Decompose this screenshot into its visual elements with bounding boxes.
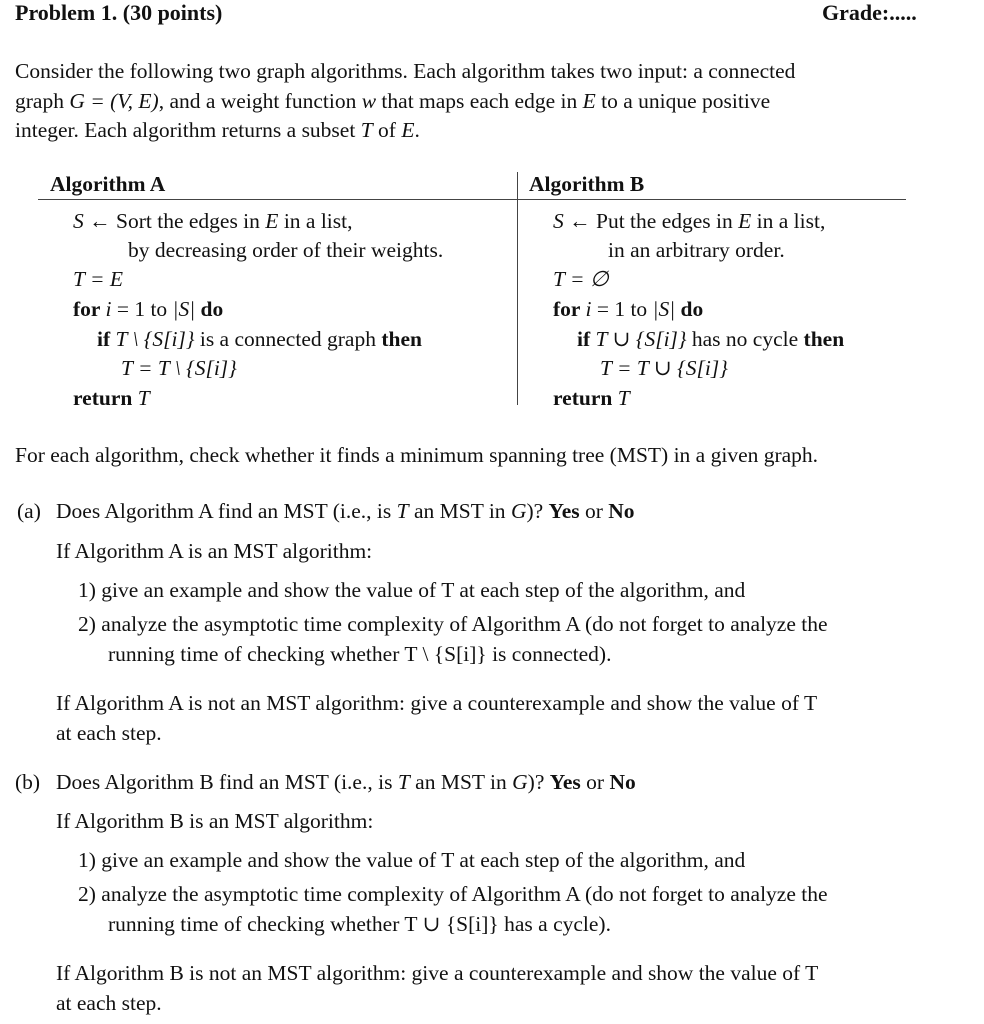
intro-line-3: integer. Each algorithm returns a subset T of E. bbox=[15, 118, 420, 142]
algorithm-a-line-2: by decreasing order of their weights. bbox=[128, 238, 444, 262]
algorithm-b-line-2: in an arbitrary order. bbox=[608, 238, 785, 262]
algorithm-b-line-5: if T ∪ {S[i]} has no cycle then bbox=[577, 327, 845, 351]
part-a-if-not-2: at each step. bbox=[56, 721, 162, 745]
algorithm-b-line-4: for i = 1 to |S| do bbox=[553, 297, 704, 321]
algorithm-a-title: Algorithm A bbox=[50, 172, 166, 196]
part-a-item-1: 1) give an example and show the value of T at each step of the algorithm, and bbox=[78, 578, 746, 602]
algorithm-a-line-5: if T \ {S[i]} is a connected graph then bbox=[97, 327, 422, 351]
part-a-if-not-1: If Algorithm A is not an MST algorithm: give a counterexample and show the value of T bbox=[56, 691, 818, 715]
intro-line-2: graph G = (V, E), and a weight function w that maps each edge in E to a unique positive bbox=[15, 89, 771, 113]
algorithm-a-line-1: S ← Sort the edges in E in a list, bbox=[73, 209, 353, 233]
part-a-if-is: If Algorithm A is an MST algorithm: bbox=[56, 539, 373, 563]
intro-line-1: Consider the following two graph algorithms. Each algorithm takes two input: a connected bbox=[15, 59, 796, 83]
part-b-item-2a: 2) analyze the asymptotic time complexity of Algorithm A (do not forget to analyze the bbox=[78, 882, 828, 906]
algorithm-a-line-6: T = T \ {S[i]} bbox=[121, 356, 237, 380]
algorithm-a-line-4: for i = 1 to |S| do bbox=[73, 297, 224, 321]
part-b-label: (b) bbox=[15, 770, 41, 794]
part-b-item-1: 1) give an example and show the value of T at each step of the algorithm, and bbox=[78, 848, 746, 872]
part-a-item-2a: 2) analyze the asymptotic time complexity of Algorithm A (do not forget to analyze the bbox=[78, 612, 828, 636]
part-b-if-not-2: at each step. bbox=[56, 991, 162, 1015]
algorithm-b-line-3: T = ∅ bbox=[553, 267, 609, 291]
part-a-question: Does Algorithm A find an MST (i.e., is T an MST in G)? Yes or No bbox=[56, 499, 635, 523]
algorithm-b-line-7: return T bbox=[553, 386, 630, 410]
algorithm-b-title: Algorithm B bbox=[529, 172, 645, 196]
algorithm-a-line-3: T = E bbox=[73, 267, 123, 291]
part-b-if-not-1: If Algorithm B is not an MST algorithm: give a counterexample and show the value of T bbox=[56, 961, 819, 985]
part-a-item-2b: running time of checking whether T \ {S[i]} is connected). bbox=[108, 642, 612, 666]
table-header-rule bbox=[38, 199, 906, 200]
part-b-if-is: If Algorithm B is an MST algorithm: bbox=[56, 809, 374, 833]
grade-field: Grade:..... bbox=[822, 0, 917, 25]
part-a-label: (a) bbox=[17, 499, 41, 523]
problem-title: Problem 1. (30 points) bbox=[15, 0, 223, 25]
part-b-item-2b: running time of checking whether T ∪ {S[i]} has a cycle). bbox=[108, 912, 611, 936]
algorithm-b-line-6: T = T ∪ {S[i]} bbox=[600, 356, 728, 380]
task-statement: For each algorithm, check whether it finds a minimum spanning tree (MST) in a given graph. bbox=[15, 443, 819, 467]
algorithm-b-line-1: S ← Put the edges in E in a list, bbox=[553, 209, 826, 233]
part-b-question: Does Algorithm B find an MST (i.e., is T an MST in G)? Yes or No bbox=[56, 770, 636, 794]
algorithm-a-line-7: return T bbox=[73, 386, 150, 410]
table-vertical-rule bbox=[517, 172, 518, 405]
